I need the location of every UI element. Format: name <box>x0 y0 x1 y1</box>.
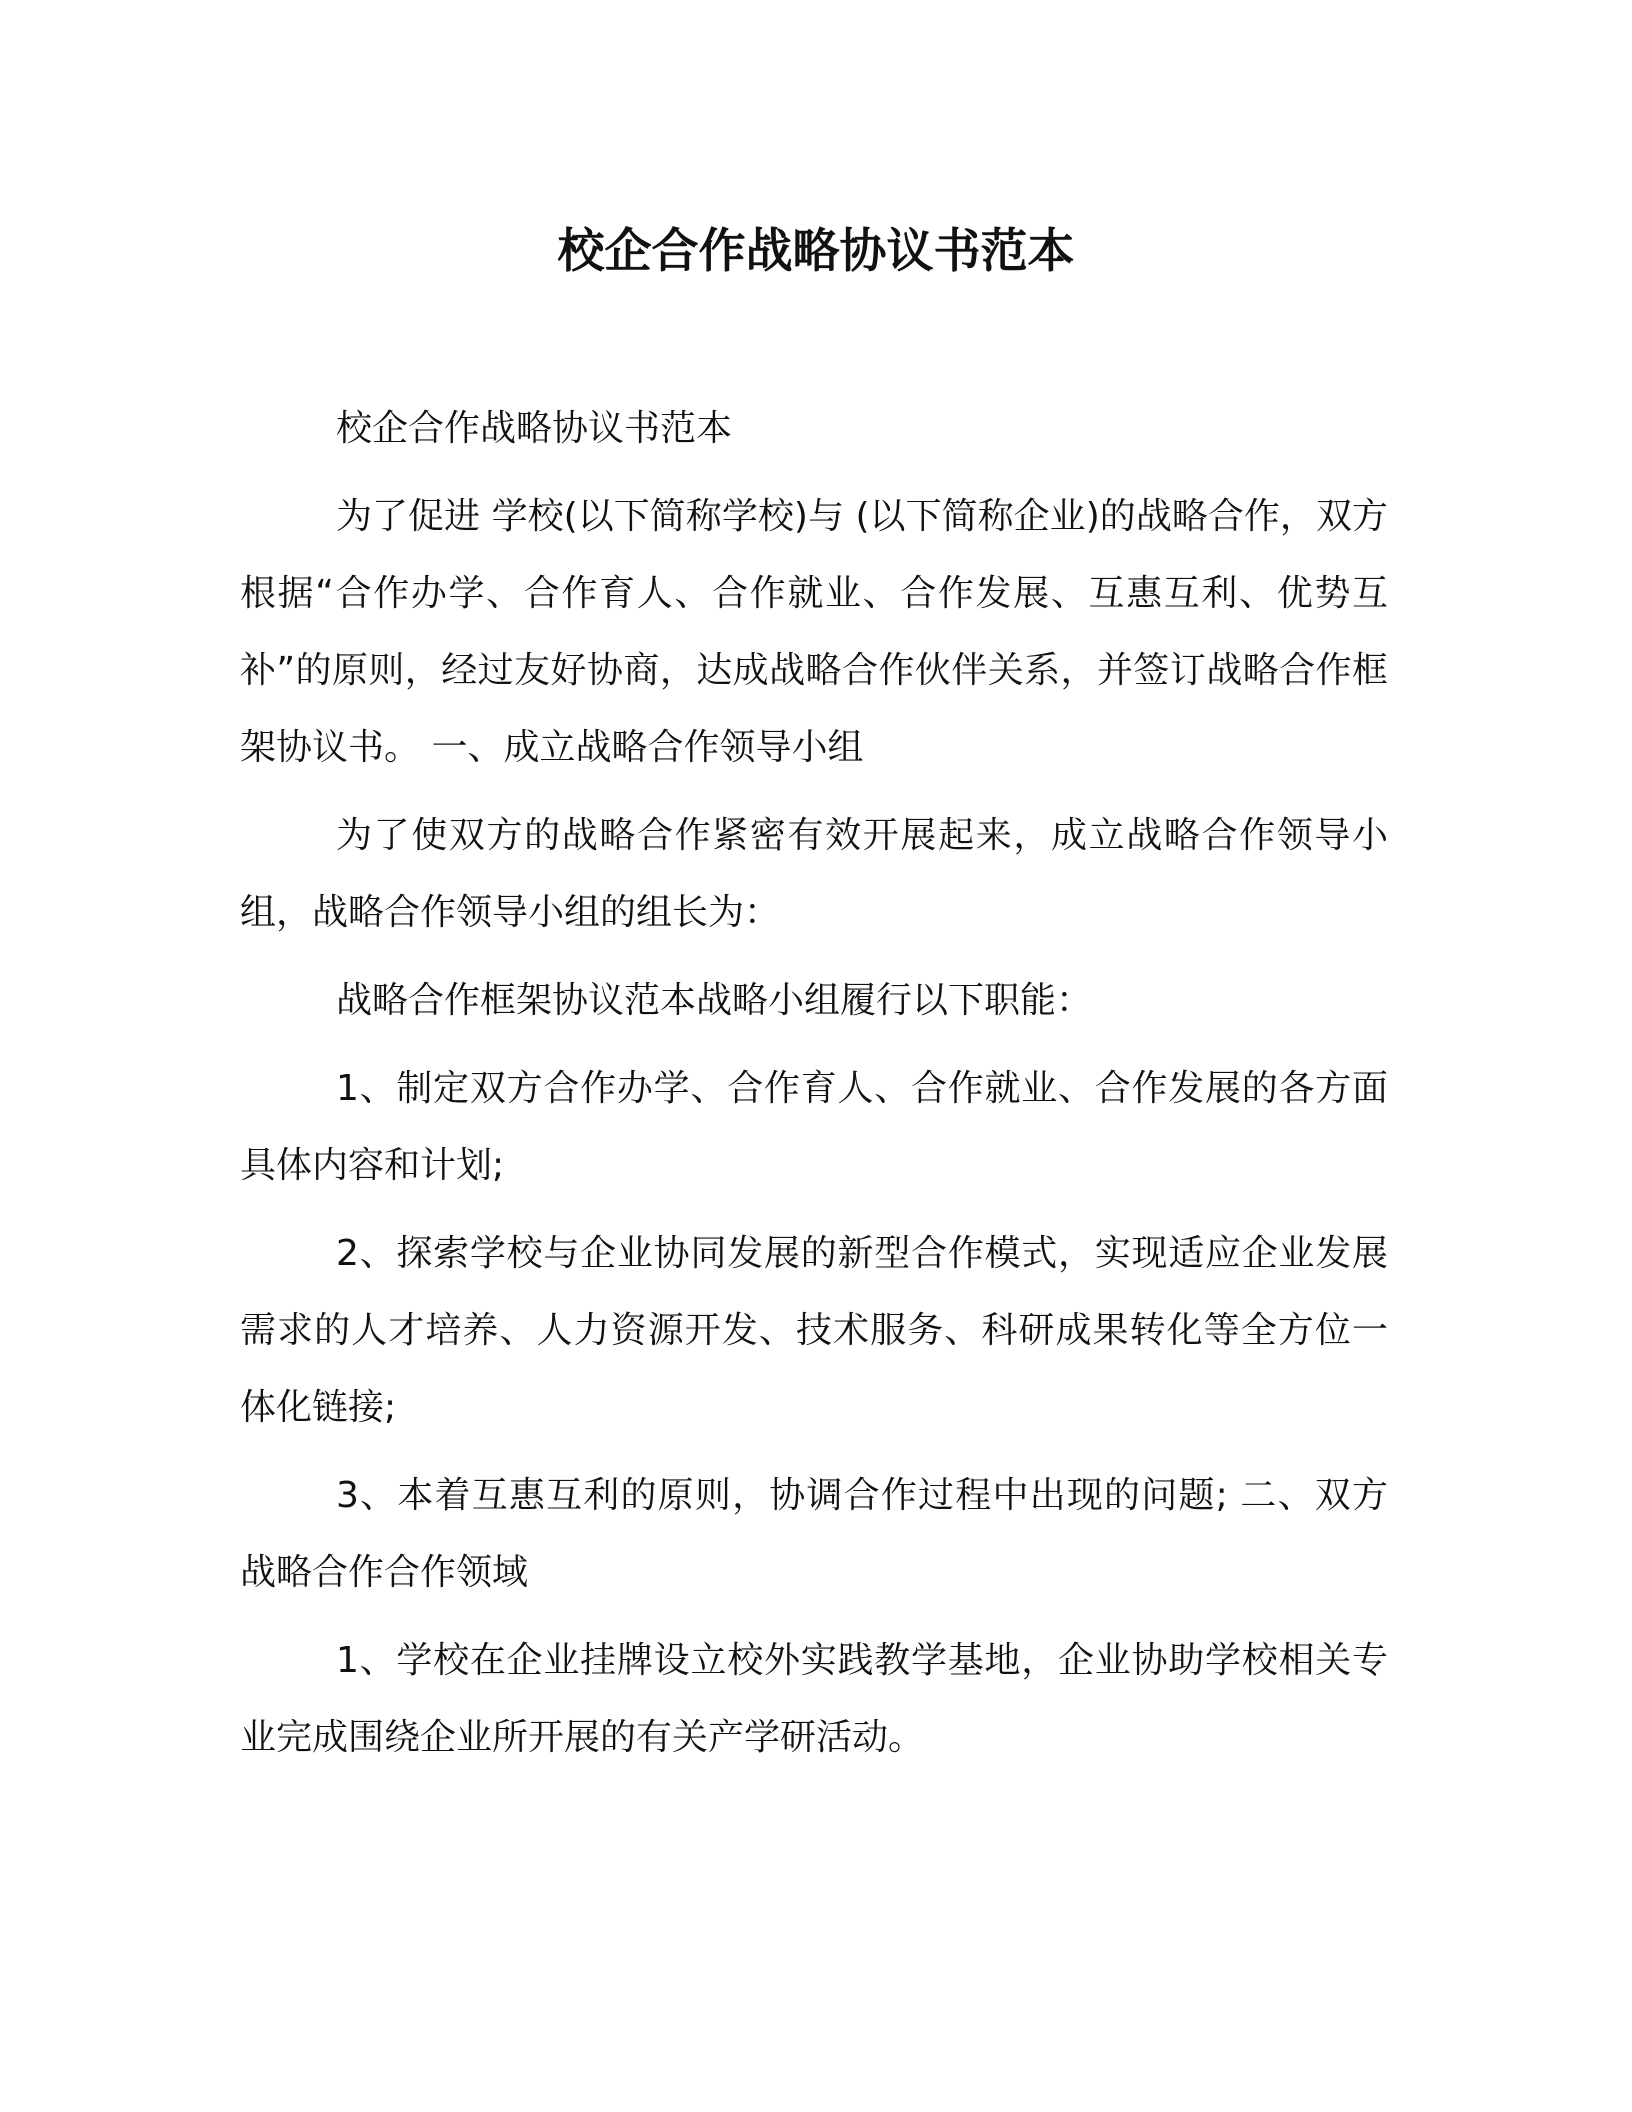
paragraph-cooperation-1: 1、学校在企业挂牌设立校外实践教学基地，企业协助学校相关专业完成围绕企业所开展的有关产学研活动。 <box>240 1640 1388 1758</box>
paragraph-intro: 为了促进 学校(以下简称学校)与 (以下简称企业)的战略合作，双方根据“合作办学、合作育人、合作就业、合作发展、互惠互利、优势互补”的原则，经过友好协商，达成战略合作伙伴关系，并签订战略合作框架协议书。 一、成立战略合作领导小组 <box>240 496 1388 768</box>
document-body <box>240 390 1388 1787</box>
paragraph-functions-heading: 战略合作框架协议范本战略小组履行以下职能： <box>336 980 1093 1021</box>
document-title: 校企合作战略协议书范本 <box>557 224 1075 279</box>
paragraph-function-2: 2、探索学校与企业协同发展的新型合作模式，实现适应企业发展需求的人才培养、人力资源开发、技术服务、科研成果转化等全方位一体化链接; <box>240 1233 1388 1428</box>
paragraph-function-3: 3、本着互惠互利的原则，协调合作过程中出现的问题; 二、双方战略合作合作领域 <box>240 1475 1388 1593</box>
paragraph-heading: 校企合作战略协议书范本 <box>336 408 733 449</box>
paragraph-leadership-group: 为了使双方的战略合作紧密有效开展起来，成立战略合作领导小组，战略合作领导小组的组长为： <box>240 815 1388 933</box>
paragraph-function-1: 1、制定双方合作办学、合作育人、合作就业、合作发展的各方面具体内容和计划; <box>240 1068 1388 1186</box>
